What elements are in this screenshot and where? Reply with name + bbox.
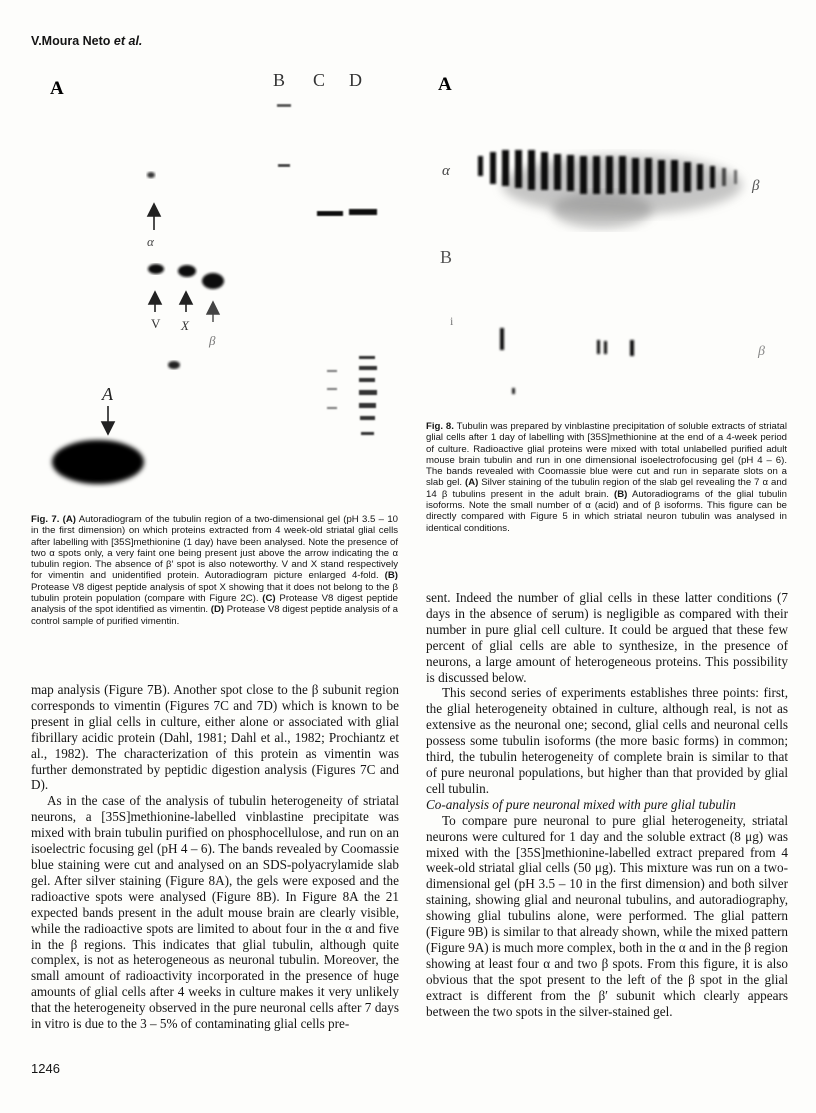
beta-marker: β (209, 333, 216, 348)
band (658, 160, 665, 194)
figure8-caption-text: Tubulin was prepared by vinblastine precipitation of soluble extracts of striatal glial cells after 1 day of labelling with [35S]methionine at the end of a 4-week period of culture. Radioactive glial proteins were mixed with total unlabelled purified adult mouse brain tubulin and run in one dimensional isoelectrofocusing gel (pH 4 – 6). The bands revealed with Coomassie blue were cut and run in separate slots on a slab gel. (426, 421, 788, 489)
band (697, 164, 703, 190)
figure7-panel-label-c: C (313, 70, 326, 90)
beta-spot (202, 273, 224, 289)
figure8-panel-label-a: A (438, 74, 452, 95)
spot (597, 340, 600, 354)
figure8-b-beta-marker: β (758, 344, 765, 359)
band (671, 160, 678, 192)
band (580, 156, 587, 194)
spot-x (178, 265, 196, 277)
figure7-caption-label-d: (D) (208, 604, 225, 616)
x-marker: X (181, 318, 189, 333)
figure7-panel-label-b: B (273, 70, 286, 90)
band (478, 156, 483, 176)
body-paragraph: sent. Indeed the number of glial cells in these latter conditions (7 days in the absence of serum) is negligible as compared with their number in pure glial cell culture. It could be argued that these few percent of glial cells are able to synthesize, in the presence of neurons, a large amount of heterogeneous proteins. This possibility is discussed below. (426, 590, 788, 685)
figure7-panel-label-a: A (50, 78, 64, 99)
tubulin-blob (52, 440, 144, 484)
figure7-caption-label: Fig. 7. (A) (31, 514, 76, 525)
band (710, 166, 715, 188)
figure7-caption-text: Autoradiogram of the tubulin region of a two-dimensional gel (pH 3.5 – 10 in the first dimension) on which proteins extracted from 4 week-old striatal glial cells after labelling with [35S]methionine (1 day) have been analysed. Note the presence of two α spots only, a very faint one being present just above the arrow indicating the α tubulin region. The absence of β′ spot is also noteworthy. V and X stand respectively for vimentin and unidentified protein. Autoradiogram picture enlarged 4-fold. (31, 514, 398, 582)
body-paragraph: map analysis (Figure 7B). Another spot close to the β subunit region corresponds to vimentin (Figures 7C and 7D) which is known to be present in glial cells in culture, either alone or associated with glial fibrillary acidic protein (Dahl, 1981; Dahl et al., 1982; Prochiantz et al., 1982). The characterization of this protein as vimentin was further demonstrated by peptidic digestion analysis (Figures 7C and D). (31, 682, 399, 793)
spot (512, 388, 515, 394)
band (684, 162, 691, 192)
band (722, 168, 726, 186)
lane-b-band (277, 104, 291, 107)
figure7-panel-a-autoradiogram (30, 60, 280, 500)
alpha-marker: α (147, 234, 154, 249)
band (619, 156, 626, 194)
figure7-caption-text-d: Protease V8 digest peptide analysis of a control sample of purified vimentin. (31, 604, 398, 627)
figure8-caption-label: Fig. 8. (426, 421, 454, 432)
figure7-caption-text-c: Protease V8 digest peptide analysis of the spot identified as vimentin. (31, 593, 398, 616)
figure8-caption-label-b: (B) (608, 488, 628, 500)
body-paragraph: To compare pure neuronal to pure glial heterogeneity, striatal neurons were cultured for 1 day and the soluble extract (8 μg) was mixed with the [35S]methionine-labelled extract prepared from 4 week-old striatal glial cells (50 μg). This mixture was run on a two-dimensional gel (pH 3.5 – 10 in the first dimension) and both silver staining, showing glial and neuronal tubulins, and autoradiography, showing glial tubulins alone, were performed. The glial pattern (Figure 9B) is similar to that already shown, while the mixed pattern (Figure 9A) is much more complex, both in the α and in the β region showing at least four α and two β spots. From this figure, it is also obvious that the spot present to the left of the β spot in the glial extract is different from the β′ subunit which clearly appears between the two spots in the silver-stained gel. (426, 812, 788, 1019)
figure8-gel (432, 60, 802, 410)
figure8-caption-label-a: (A) (462, 477, 479, 489)
band (515, 150, 522, 188)
figure8-caption-text-a: Silver staining of the tubulin region of the slab gel revealing the 7 α and 14 β tubulins present in the adult brain. (426, 477, 787, 500)
figure8-alpha-marker: α (442, 163, 450, 179)
silver-stain-bands (478, 150, 737, 194)
running-head (31, 34, 142, 48)
band (593, 156, 600, 194)
page-number: 1246 (31, 1061, 60, 1076)
figure8-beta-marker: β (752, 178, 760, 194)
body-paragraph: This second series of experiments establishes three points: first, the glial heterogeneity obtained in culture, although real, is not as extensive as the neuronal one; second, glial cells and neuronal cells possess some tubulin isoforms (the more basic forms) in common; third, the tubulin heterogeneity of complete brain is similar to that of pure neuronal populations, but higher than that provided by glial cell tubulin. (426, 685, 788, 796)
figure7-caption-text-b: Protease V8 digest peptide analysis of spot X showing that it does not belong to the β tubulin protein population (compare with Figure 2C). (31, 581, 398, 605)
figure7-caption (31, 514, 398, 627)
v-arrow-icon (149, 292, 161, 312)
lane-b-band (278, 164, 290, 167)
lower-spot (168, 361, 180, 369)
vimentin-spot (148, 264, 164, 274)
spot (630, 340, 634, 356)
lane-d-band (349, 209, 377, 215)
running-head-etal: et al. (113, 34, 143, 48)
spot (500, 328, 504, 350)
running-head-author: V.Moura Neto (31, 34, 111, 48)
band (554, 154, 561, 190)
band (567, 155, 574, 191)
figure8-panel-label-b: B (440, 247, 453, 267)
body-paragraph: As in the case of the analysis of tubulin heterogeneity of striatal neurons, a [35S]methionine-labelled vinblastine precipitate was mixed with brain tubulin purified on phosphocellulose, and run on an isoelectric focusing gel (pH 4 – 6). The bands revealed by Coomassie blue staining were cut and analysed on an SDS-polyacrylamide slab gel. After silver staining (Figure 8A), the gels were exposed and the radioactive spots were analysed (Figure 8B). In Figure 8A the 21 expected bands present in the adult mouse brain are clearly visible, while the radioactive spots are limited to about four in the α and five in the β regions. This indicates that glial tubulin, although quite complex, is not as heterogeneous as neuronal tubulin. Moreover, the small amount of radioactivity incorporated in the presence of huge amounts of glial cells after 4 weeks in culture makes it very unlikely that the heterogeneity observed in the pure neuronal cells after 7 days in vitro is due to the 3 – 5% of contaminating glial cells pre- (31, 793, 399, 1032)
a-arrow-label: A (102, 384, 113, 404)
figure8-caption (426, 421, 787, 534)
band (490, 152, 496, 184)
band (528, 150, 535, 190)
figure8-b-left-marker: i (450, 314, 454, 328)
band (541, 152, 548, 190)
lane-c-ladder (327, 370, 337, 409)
alpha-arrow-icon (148, 204, 160, 230)
a-down-arrow-icon (102, 406, 114, 434)
figure7-caption-label-c: (C) (258, 593, 276, 605)
v-marker: V (151, 316, 161, 331)
figure8-caption-text-b: Autoradiograms of the glial tubulin isoforms. Note the small number of α (acid) and of β isoforms. This figure can be directly compared with Figure 5 in which striatal neuron tubulin was analysed in identical conditions. (426, 488, 787, 534)
band (734, 170, 737, 184)
figure7-panel-label-d: D (349, 70, 362, 90)
figure7-panels-bcd (265, 60, 405, 450)
autoradiogram-spots (500, 328, 634, 394)
band (645, 158, 652, 194)
right-body-column (426, 590, 788, 1019)
lane-d-ladder (359, 356, 377, 435)
spot (604, 341, 607, 354)
band (606, 156, 613, 194)
silver-stain-smear (552, 192, 652, 228)
left-body-column (31, 682, 399, 1032)
faint-alpha-spot (147, 172, 155, 178)
section-heading: Co-analysis of pure neuronal mixed with pure glial tubulin (426, 796, 736, 812)
figure7-caption-label-b: (B) (378, 570, 398, 582)
lane-c-band (317, 211, 343, 216)
beta-arrow-icon (207, 302, 219, 322)
band (502, 150, 509, 186)
x-arrow-icon (180, 292, 192, 312)
band (632, 158, 639, 194)
